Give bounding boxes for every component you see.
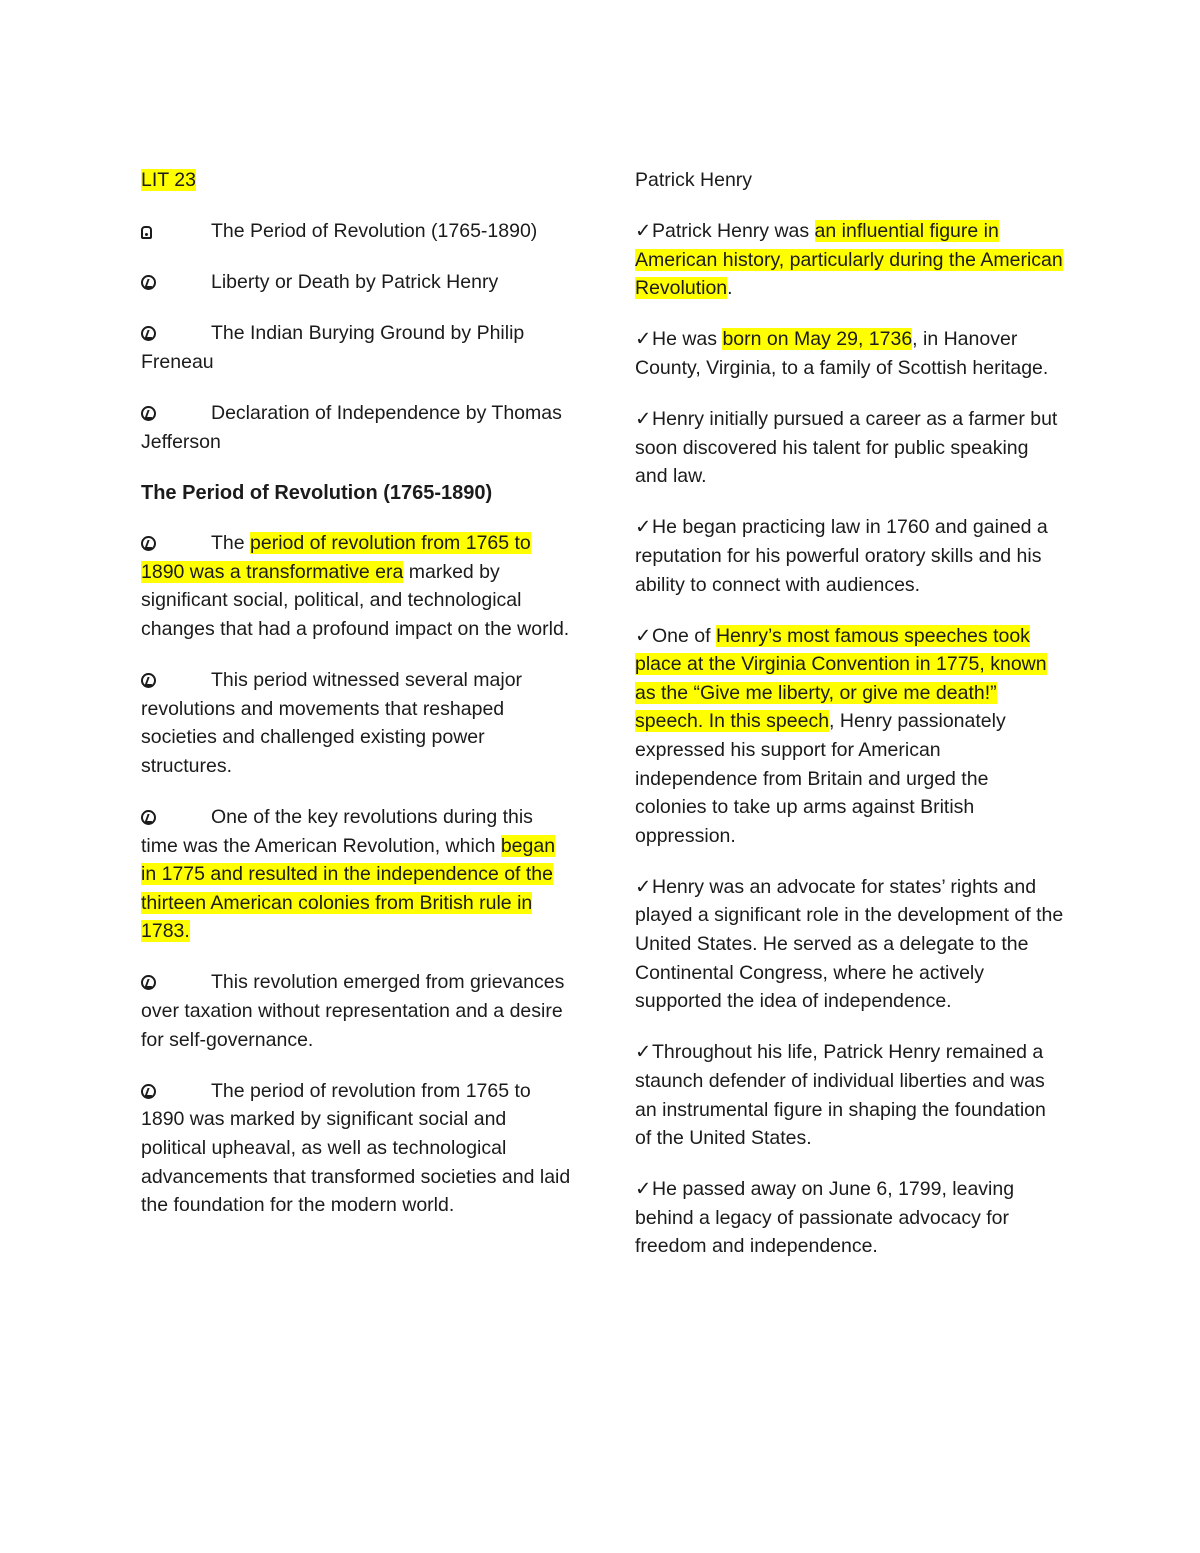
bullet-paragraph: One of the key revolutions during this time was the American Revolution, which began in 1775 and resulted in the independence of the thirteen American colonies from British rule in 1783. bbox=[141, 806, 556, 943]
globe-icon bbox=[141, 275, 156, 290]
globe-icon bbox=[141, 975, 156, 990]
check-item: ✓One of Henry’s most famous speeches took place at the Virginia Convention in 1775, known as the “Give me liberty, or give me death!” speech. In this speech, Henry passionately expressed his support for American independence from Britain and urged the colonies to take up arms against British oppression. bbox=[635, 622, 1065, 851]
check-item: ✓Throughout his life, Patrick Henry remained a staunch defender of individual liberties and was an instrumental figure in shaping the foundation of the United States. bbox=[635, 1038, 1065, 1152]
section-heading: The Period of Revolution (1765-1890) bbox=[141, 481, 493, 504]
globe-icon bbox=[141, 810, 156, 825]
check-icon: ✓ bbox=[635, 624, 652, 647]
globe-icon bbox=[141, 1084, 156, 1099]
check-item: ✓He was born on May 29, 1736, in Hanover County, Virginia, to a family of Scottish heritage. bbox=[635, 325, 1065, 382]
check-item: ✓He began practicing law in 1760 and gained a reputation for his powerful oratory skills and his ability to connect with audiences. bbox=[635, 513, 1065, 599]
check-item: ✓Henry was an advocate for states’ rights and played a significant role in the development of the United States. He served as a delegate to the Continental Congress, where he actively supported the idea of independence. bbox=[635, 873, 1065, 1016]
course-title: LIT 23 bbox=[141, 169, 196, 191]
bullet-paragraph: This period witnessed several major revolutions and movements that reshaped societies and challenged existing power structures. bbox=[141, 669, 523, 777]
right-column bbox=[635, 166, 1065, 1284]
globe-icon bbox=[141, 536, 156, 551]
bullet-paragraph: The period of revolution from 1765 to 1890 was marked by significant social and political upheaval, as well as technological advancements that transformed societies and laid the foundation for the modern world. bbox=[141, 1079, 571, 1217]
bullet-paragraph: This revolution emerged from grievances over taxation without representation and a desire for self-governance. bbox=[141, 971, 565, 1051]
check-item: ✓Henry initially pursued a career as a farmer but soon discovered his talent for public speaking and law. bbox=[635, 405, 1065, 491]
toc-item: The Period of Revolution (1765-1890) bbox=[141, 217, 571, 246]
check-item: ✓He passed away on June 6, 1799, leaving behind a legacy of passionate advocacy for freedom and independence. bbox=[635, 1175, 1065, 1261]
globe-icon bbox=[141, 406, 156, 421]
check-icon: ✓ bbox=[635, 220, 652, 243]
right-title: Patrick Henry bbox=[635, 169, 753, 191]
check-icon: ✓ bbox=[635, 875, 652, 898]
check-icon: ✓ bbox=[635, 516, 652, 539]
globe-icon bbox=[141, 326, 156, 341]
check-icon: ✓ bbox=[635, 408, 652, 431]
left-column bbox=[141, 166, 571, 1242]
check-icon: ✓ bbox=[635, 1178, 652, 1201]
lock-icon bbox=[141, 226, 152, 239]
check-item: ✓Patrick Henry was an influential figure in American history, particularly during the American Revolution. bbox=[635, 217, 1065, 303]
toc-item: Declaration of Independence by Thomas Jefferson bbox=[141, 401, 562, 453]
globe-icon bbox=[141, 673, 156, 688]
check-icon: ✓ bbox=[635, 328, 652, 351]
toc-item: Liberty or Death by Patrick Henry bbox=[141, 268, 571, 297]
check-icon: ✓ bbox=[635, 1041, 652, 1064]
bullet-paragraph: The period of revolution from 1765 to 1890 was a transformative era marked by significant social, political, and technological changes that had a profound impact on the world. bbox=[141, 532, 570, 641]
toc-item: The Indian Burying Ground by Philip Freneau bbox=[141, 322, 525, 373]
